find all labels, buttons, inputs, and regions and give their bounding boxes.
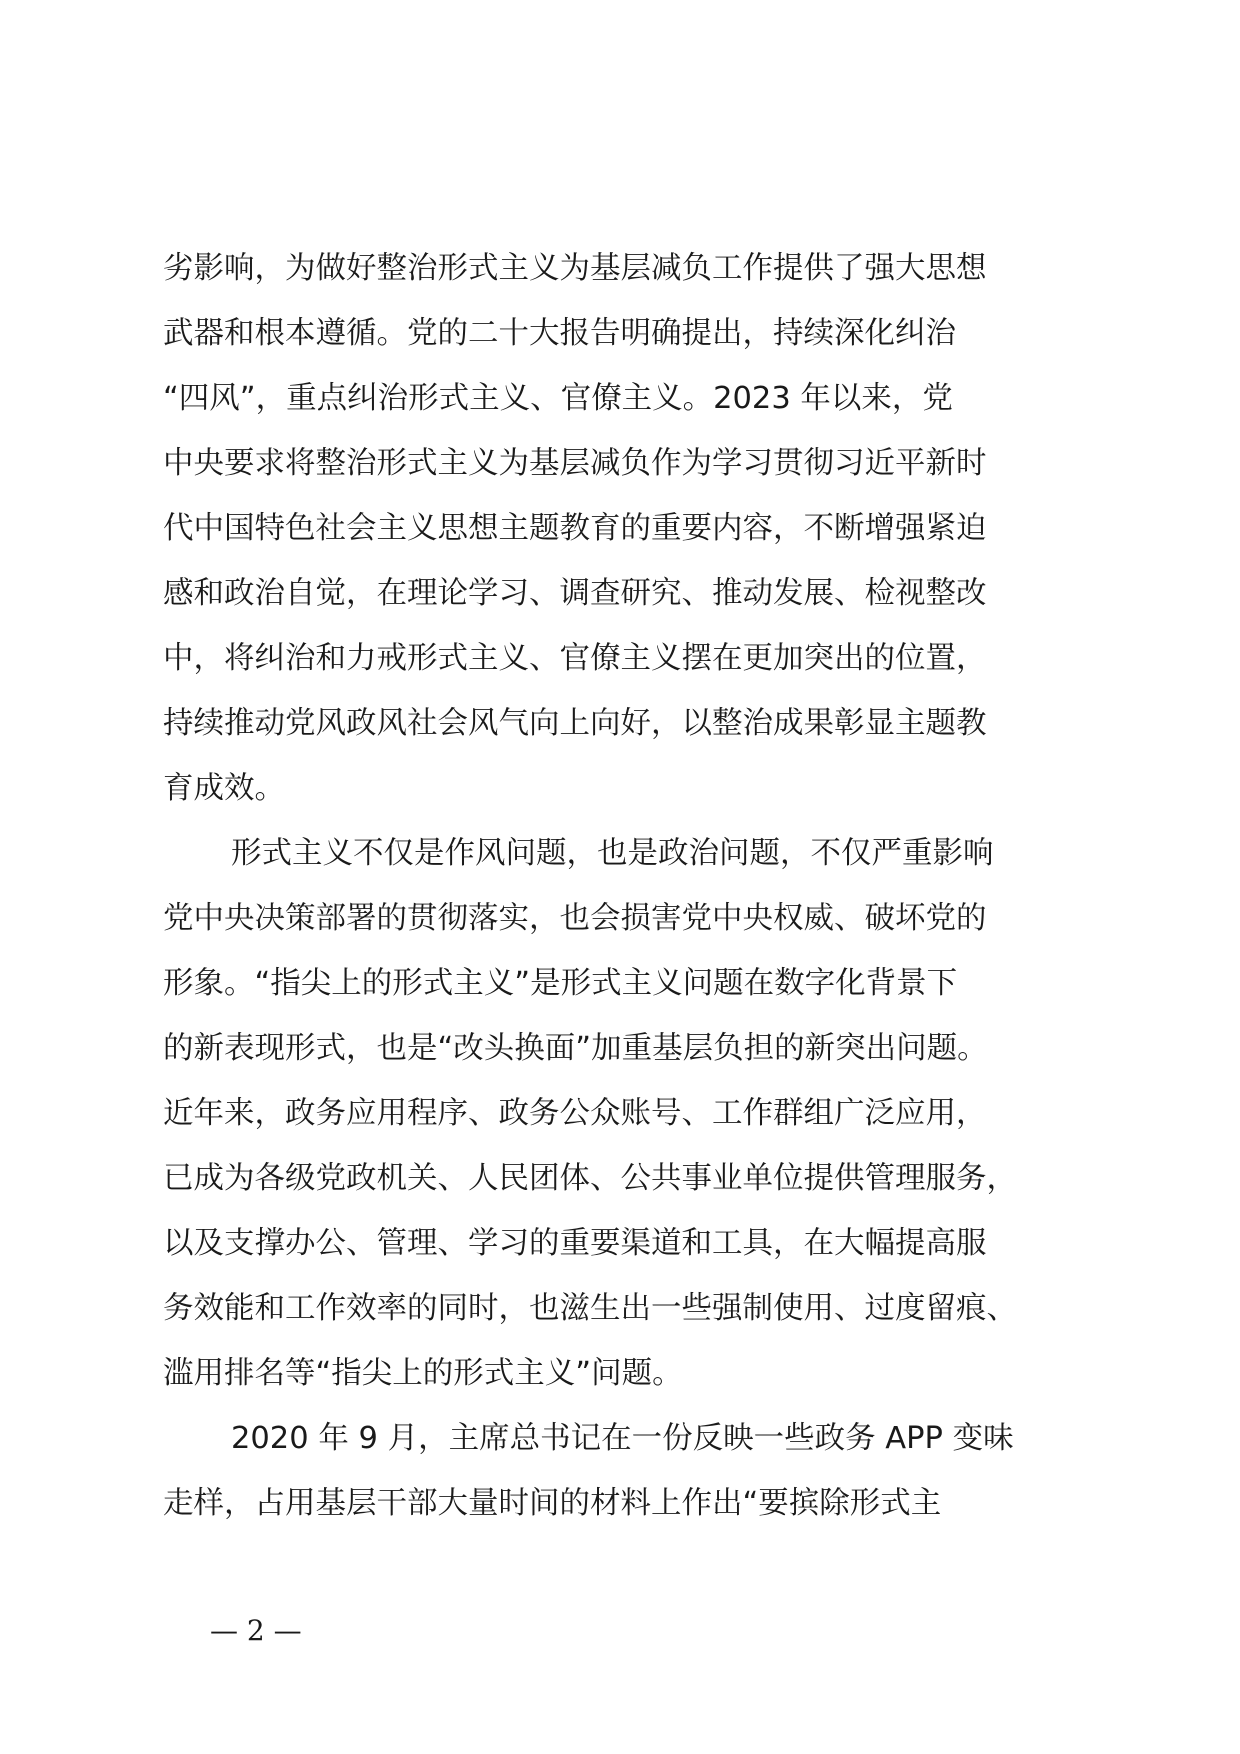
text-line: 持续推动党风政风社会风气向上向好，以整治成果彰显主题教 bbox=[163, 706, 987, 741]
text-line: 形象。“指尖上的形式主义”是形式主义问题在数字化背景下 bbox=[163, 966, 958, 1001]
text-line: 走样，占用基层干部大量时间的材料上作出“要摈除形式主 bbox=[163, 1486, 942, 1521]
text-line: 以及支撑办公、管理、学习的重要渠道和工具，在大幅提高服 bbox=[163, 1226, 987, 1261]
paragraph-3 bbox=[163, 1406, 1123, 1536]
text-line: 滥用排名等“指尖上的形式主义”问题。 bbox=[163, 1356, 683, 1391]
text-line: 感和政治自觉，在理论学习、调查研究、推动发展、检视整改 bbox=[163, 576, 987, 611]
text-line: 中央要求将整治形式主义为基层减负作为学习贯彻习近平新时 bbox=[163, 446, 987, 481]
text-line: “四风”，重点纠治形式主义、官僚主义。2023 年以来，党 bbox=[163, 381, 953, 416]
text-line: 劣影响，为做好整治形式主义为基层减负工作提供了强大思想 bbox=[163, 251, 987, 286]
text-line: 的新表现形式，也是“改头换面”加重基层负担的新突出问题。 bbox=[163, 1031, 988, 1066]
text-line: 形式主义不仅是作风问题，也是政治问题，不仅严重影响 bbox=[231, 836, 994, 871]
text-line: 代中国特色社会主义思想主题教育的重要内容，不断增强紧迫 bbox=[163, 511, 987, 546]
paragraph-1 bbox=[163, 236, 1123, 821]
text-line: 2020 年 9 月，主席总书记在一份反映一些政务 APP 变味 bbox=[231, 1421, 1014, 1456]
text-line: 党中央决策部署的贯彻落实，也会损害党中央权威、破坏党的 bbox=[163, 901, 987, 936]
page-number: — 2 — bbox=[210, 1614, 302, 1647]
text-line: 武器和根本遵循。党的二十大报告明确提出，持续深化纠治 bbox=[163, 316, 956, 351]
paragraph-2 bbox=[163, 821, 1123, 1406]
text-line: 务效能和工作效率的同时，也滋生出一些强制使用、过度留痕、 bbox=[163, 1291, 1017, 1326]
text-line: 育成效。 bbox=[163, 771, 285, 806]
text-line: 中，将纠治和力戒形式主义、官僚主义摆在更加突出的位置， bbox=[163, 641, 987, 676]
text-line: 近年来，政务应用程序、政务公众账号、工作群组广泛应用， bbox=[163, 1096, 987, 1131]
body-text bbox=[163, 236, 1123, 1536]
text-line: 已成为各级党政机关、人民团体、公共事业单位提供管理服务， bbox=[163, 1161, 1017, 1196]
